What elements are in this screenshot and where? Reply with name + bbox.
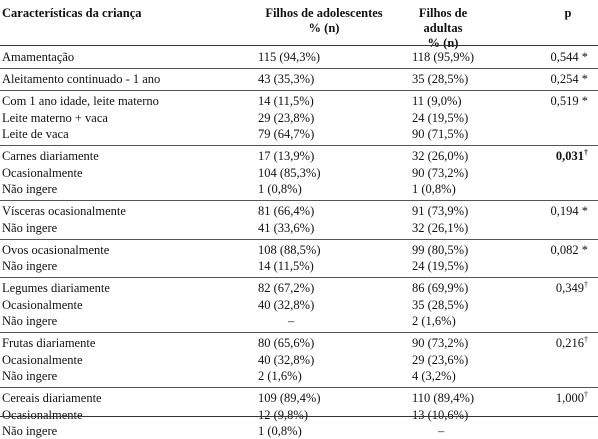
header-adult-unit: % (n) (427, 36, 459, 50)
table-row (0, 126, 598, 142)
table-row (0, 71, 598, 87)
adult-value: 24 (19,5%) (412, 259, 469, 273)
bottom-rule (0, 416, 598, 417)
row-label: Leite materno + vaca (2, 110, 108, 125)
row-label: Ocasionalmente (2, 407, 83, 422)
p-value: 0,349† (555, 280, 588, 295)
adult-value: 13 (10,6%) (412, 407, 469, 422)
group-separator (0, 200, 598, 201)
table-row (0, 368, 598, 384)
header-rule (0, 45, 598, 46)
table-row (0, 181, 598, 197)
adolescent-value: 79 (64,7%) (258, 127, 315, 141)
group-separator (0, 90, 598, 91)
group-separator (0, 145, 598, 146)
row-label: Carnes diariamente (2, 149, 99, 163)
table-row (0, 280, 598, 296)
table-row (0, 242, 598, 258)
row-label: Leite de vaca (2, 127, 69, 141)
adolescent-value: 80 (65,6%) (258, 336, 315, 350)
table-row (0, 423, 598, 439)
table-row (0, 93, 598, 109)
row-label: Não ingere (2, 314, 58, 328)
header-adolescent-title: Filhos de adolescentes (265, 6, 383, 20)
table-row (0, 148, 598, 164)
adult-value: 91 (73,9%) (412, 204, 469, 218)
adult-value: 24 (19,5%) (412, 110, 469, 125)
p-value: 0,031† (555, 148, 588, 163)
group-separator (0, 68, 598, 69)
p-value-marker: † (584, 335, 588, 344)
group-separator (0, 387, 598, 388)
table-row (0, 110, 598, 126)
row-label: Não ingere (2, 424, 58, 438)
p-value: 1,000† (555, 390, 588, 405)
adult-value: – (438, 424, 445, 438)
row-label: Ovos ocasionalmente (2, 242, 110, 257)
adult-value: 110 (89,4%) (412, 391, 475, 405)
row-label: Ocasionalmente (2, 352, 83, 367)
table-row (0, 407, 598, 423)
adult-value: 4 (3,2%) (412, 369, 456, 383)
adult-value: 90 (71,5%) (412, 127, 469, 141)
p-value-marker: † (584, 148, 588, 157)
table-row (0, 297, 598, 313)
p-value: 0,194 * (550, 204, 588, 218)
row-label: Amamentação (2, 50, 75, 64)
adolescent-value: 14 (11,5%) (258, 94, 314, 108)
adult-value: 35 (28,5%) (412, 72, 469, 86)
adolescent-value: 1 (0,8%) (258, 182, 302, 196)
row-label: Aleitamento continuado - 1 ano (2, 72, 161, 86)
p-value: 0,519 * (550, 94, 588, 108)
adult-value: 1 (0,8%) (412, 182, 456, 196)
adult-value: 11 (9,0%) (412, 94, 462, 108)
adolescent-value: 17 (13,9%) (258, 149, 315, 163)
adolescent-value: 81 (66,4%) (258, 204, 315, 218)
table-row (0, 49, 598, 65)
p-value: 0,216† (555, 335, 588, 350)
table-row (0, 335, 598, 351)
adult-value: 99 (80,5%) (412, 242, 469, 257)
row-label: Não ingere (2, 220, 58, 235)
adult-value: 32 (26,0%) (412, 149, 469, 163)
adolescent-value: 43 (35,3%) (258, 72, 315, 86)
adolescent-value: 41 (33,6%) (258, 220, 315, 235)
adolescent-value: 115 (94,3%) (258, 50, 321, 64)
header-adolescent-unit: % (n) (308, 21, 340, 35)
row-label: Não ingere (2, 259, 58, 273)
row-label: Ocasionalmente (2, 297, 83, 312)
adult-value: 32 (26,1%) (412, 220, 469, 235)
p-value: 0,544 * (550, 50, 588, 64)
adult-value: 90 (73,2%) (412, 336, 469, 350)
group-separator (0, 239, 598, 240)
adolescent-value: 29 (23,8%) (258, 110, 315, 125)
group-separator (0, 277, 598, 278)
header-adolescent-mothers (258, 6, 390, 36)
adolescent-value: 12 (9,8%) (258, 407, 308, 422)
p-value-marker: † (584, 390, 588, 399)
p-value: 0,254 * (550, 72, 588, 86)
table-row (0, 313, 598, 329)
p-value-marker: † (584, 280, 588, 289)
adult-value: 35 (28,5%) (412, 297, 469, 312)
adult-value: 90 (73,2%) (412, 165, 469, 180)
header-characteristics: Características da criança (2, 6, 142, 20)
adolescent-value: 40 (32,8%) (258, 297, 315, 312)
row-label: Vísceras ocasionalmente (2, 204, 126, 218)
adolescent-value: 14 (11,5%) (258, 259, 314, 273)
adolescent-value: 104 (85,3%) (258, 165, 321, 180)
row-label: Não ingere (2, 369, 58, 383)
adolescent-value: 82 (67,2%) (258, 281, 315, 295)
table-row (0, 165, 598, 181)
row-label: Legumes diariamente (2, 281, 110, 295)
adolescent-value: 1 (0,8%) (258, 424, 302, 438)
p-value: 0,082 * (550, 242, 588, 257)
row-label: Não ingere (2, 182, 58, 196)
table-row (0, 203, 598, 219)
header-p-value: p (564, 6, 572, 20)
adult-value: 29 (23,6%) (412, 352, 469, 367)
row-label: Cereais diariamente (2, 391, 102, 405)
group-separator (0, 332, 598, 333)
adolescent-value: 2 (1,6%) (258, 369, 302, 383)
adolescent-value: 109 (89,4%) (258, 391, 321, 405)
table-row (0, 352, 598, 368)
header-adult-title: Filhos de adultas (418, 6, 468, 35)
adult-value: 86 (69,9%) (412, 281, 469, 295)
row-label: Ocasionalmente (2, 165, 83, 180)
row-label: Com 1 ano idade, leite materno (2, 94, 159, 108)
table-row (0, 258, 598, 274)
adult-value: 2 (1,6%) (412, 314, 456, 328)
table-row (0, 220, 598, 236)
adolescent-value: 108 (88,5%) (258, 242, 321, 257)
table-row (0, 390, 598, 406)
adolescent-value: – (288, 314, 295, 328)
adolescent-value: 40 (32,8%) (258, 352, 315, 367)
row-label: Frutas diariamente (2, 336, 96, 350)
adult-value: 118 (95,9%) (412, 50, 475, 64)
